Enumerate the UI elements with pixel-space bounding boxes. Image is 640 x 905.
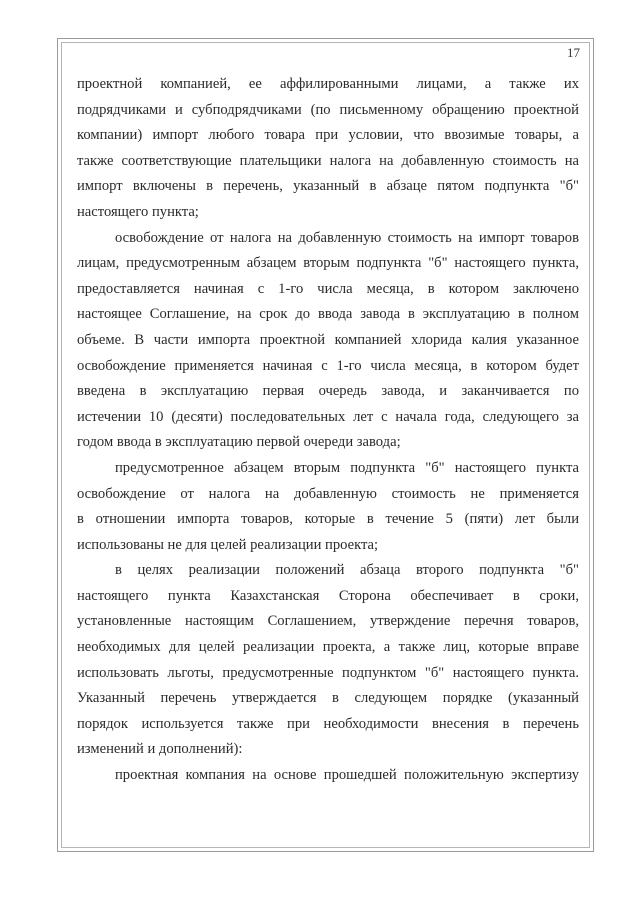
- text-line: проектной компанией, ее аффилированными лицами, а также их: [77, 76, 579, 92]
- text-line: Указанный перечень утверждается в следующем порядке (указанный: [77, 690, 579, 707]
- text-line: импорт включены в перечень, указанный в абзаце пятом подпункта "б": [77, 178, 579, 195]
- text-line: годом ввода в эксплуатацию первой очереди завода;: [77, 434, 401, 451]
- text-line: настоящее Соглашение, на срок до ввода завода в эксплуатацию в полном: [77, 306, 579, 323]
- text-line: изменений и дополнений):: [77, 741, 243, 758]
- text-line: истечении 10 (десяти) последовательных лет с начала года, следующего за: [77, 408, 579, 425]
- text-line: в целях реализации положений абзаца второго подпункта "б": [115, 562, 579, 579]
- text-line: также соответствующие плательщики налога на добавленную стоимость на: [77, 152, 579, 169]
- text-line: объеме. В части импорта проектной компанией хлорида калия указанное: [77, 331, 579, 348]
- text-line: в отношении импорта товаров, которые в течение 5 (пяти) лет были: [77, 511, 579, 528]
- text-line: освобождение от налога на добавленную стоимость не применяется: [77, 485, 579, 502]
- text-line: установленные настоящим Соглашением, утверждение перечня товаров,: [77, 613, 579, 630]
- text-line: введена в эксплуатацию первая очередь завода, и заканчивается по: [77, 383, 579, 400]
- text-line: использовать льготы, предусмотренные подпунктом "б" настоящего пункта.: [77, 664, 579, 681]
- text-line: настоящего пункта;: [77, 203, 199, 220]
- text-line: настоящего пункта Казахстанская Сторона обеспечивает в сроки,: [77, 587, 579, 604]
- text-line: порядок используется также при необходимости внесения в перечень: [77, 715, 579, 732]
- text-line: подрядчиками и субподрядчиками (по письменному обращению проектной: [77, 101, 579, 118]
- page-number: 17: [567, 45, 580, 60]
- text-line: предусмотренное абзацем вторым подпункта "б" настоящего пункта: [115, 459, 579, 476]
- text-line: использованы не для целей реализации проекта;: [77, 536, 379, 553]
- paragraph-2: [77, 226, 579, 456]
- paragraph-4: [77, 558, 579, 763]
- text-line: компании) импорт любого товара при условии, что ввозимые товары, а: [77, 127, 579, 144]
- paragraph-1: [77, 72, 579, 226]
- text-line: лицам, предусмотренным абзацем вторым подпункта "б" настоящего пункта,: [77, 255, 579, 272]
- paragraph-3: [77, 456, 579, 558]
- text-line: освобождение применяется начиная с 1-го числа месяца, в котором будет: [77, 357, 579, 374]
- text-line: предоставляется начиная с 1-го числа месяца, в котором заключено: [77, 280, 579, 297]
- text-line: проектная компания на основе прошедшей положительную экспертизу: [115, 767, 579, 784]
- paragraph-5: [77, 763, 579, 789]
- text-line: освобождение от налога на добавленную стоимость на импорт товаров: [115, 229, 579, 246]
- text-line: необходимых для целей реализации проекта, а также лиц, которые вправе: [77, 639, 579, 656]
- document-body: [77, 72, 579, 789]
